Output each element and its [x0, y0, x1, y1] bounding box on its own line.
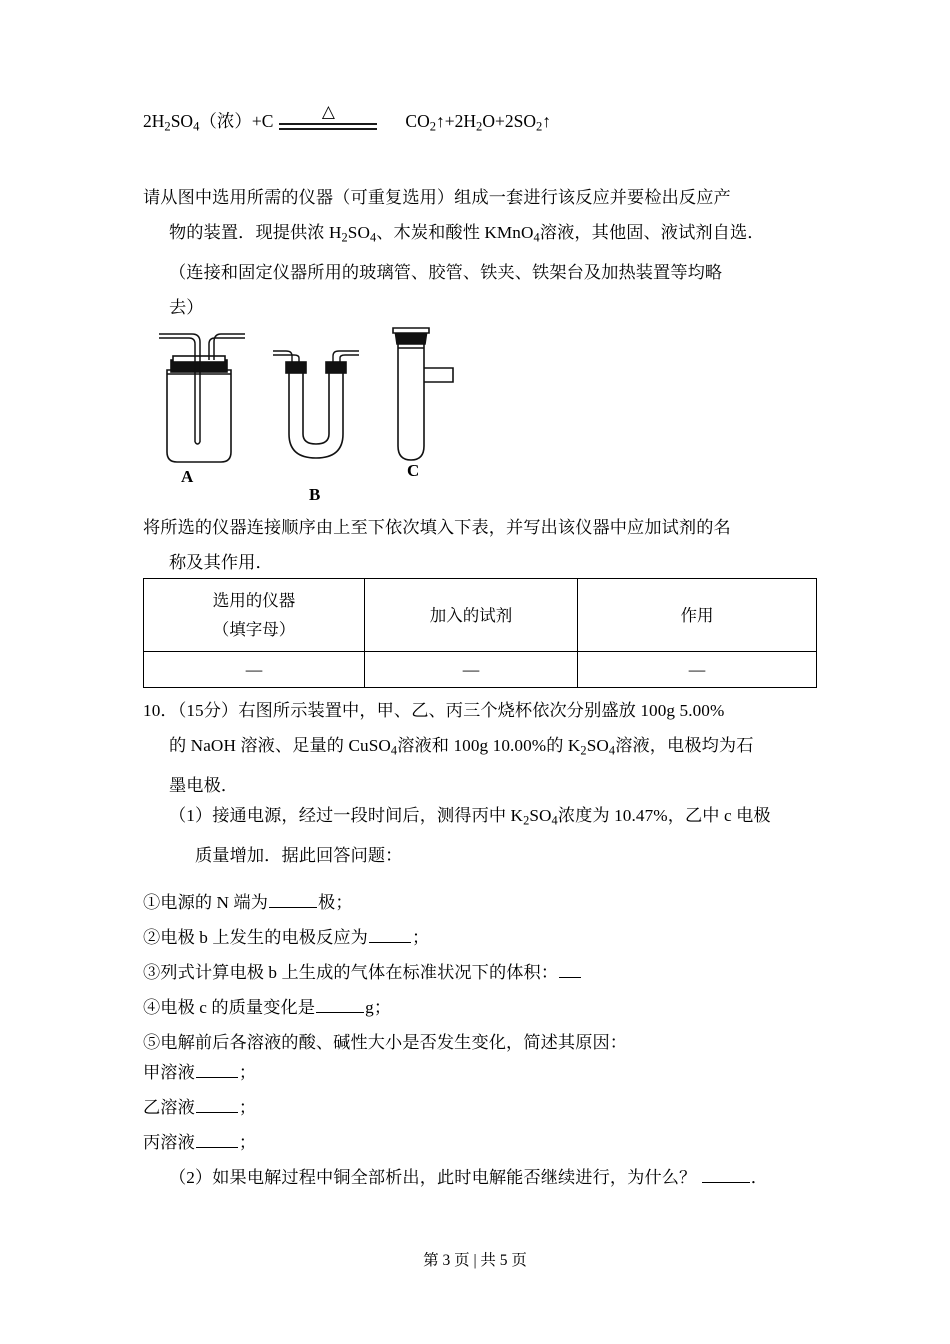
solution-blank-bing[interactable]	[196, 1132, 238, 1148]
subitem-4-suffix: g；	[365, 998, 392, 1017]
solution-line-jia	[143, 1055, 843, 1090]
subitem-4-blank[interactable]	[316, 997, 364, 1013]
subitem-4-marker: ④	[143, 998, 161, 1017]
table-header-function: 作用	[578, 579, 817, 652]
question-10-stem	[143, 693, 843, 803]
subitem-3-blank[interactable]	[559, 962, 581, 978]
solution-label-yi: 乙溶液	[143, 1098, 195, 1117]
solution-suffix-yi: ；	[238, 1098, 257, 1117]
solution-suffix-bing: ；	[238, 1133, 257, 1152]
solution-suffix-jia: ；	[238, 1063, 257, 1082]
figure-a-gas-washing-bottle	[151, 330, 251, 486]
table-cell-apparatus[interactable]: —	[144, 652, 365, 688]
table-header-row	[144, 579, 817, 652]
table-header-apparatus-line1: 选用的仪器	[212, 591, 296, 610]
solution-line-yi	[143, 1090, 843, 1125]
part2-text: （2）如果电解过程中铜全部析出，此时电解能否继续进行，为什么？	[169, 1168, 697, 1187]
subitem-1-blank[interactable]	[269, 892, 317, 908]
figure-c-side-arm-test-tube	[381, 324, 467, 480]
subitem-1-suffix: 极；	[318, 893, 353, 912]
instruction-line-4: 去）	[169, 298, 204, 318]
subitem-2-text: 电极 b 上发生的电极反应为	[160, 928, 368, 947]
equation-reactants: $2H_2SO_4$（浓）+C	[143, 110, 274, 134]
subitem-4-text: 电极 c 的质量变化是	[160, 998, 316, 1017]
solution-blank-jia[interactable]	[196, 1062, 238, 1078]
table-header-reagent: 加入的试剂	[365, 579, 578, 652]
solution-label-jia: 甲溶液	[143, 1063, 195, 1082]
instruction-line-3: （连接和固定仪器所用的玻璃管、胶管、铁夹、铁架台及加热装置等均略	[169, 263, 723, 283]
table-intro-line-1: 将所选的仪器连接顺序由上至下依次填入下表，并写出该仪器中应加试剂的名	[143, 518, 731, 537]
question-10-line-2: 的 NaOH 溶液、足量的 CuSO$_4$溶液和 100g 10.00%的 $K_2SO_4$溶液，电极均为石	[169, 736, 754, 758]
part2-suffix: ．	[750, 1168, 769, 1187]
table-cell-function[interactable]: —	[578, 652, 817, 688]
reaction-arrow-icon	[279, 102, 377, 134]
subitem-3	[143, 955, 843, 990]
gas-washing-bottle-icon	[151, 330, 251, 470]
part2-line	[143, 1160, 843, 1195]
subitem-5-text: 电解前后各溶液的酸、碱性大小是否发生变化，简述其原因：	[160, 1033, 628, 1052]
solution-line-bing	[143, 1125, 843, 1160]
solution-label-bing: 丙溶液	[143, 1133, 195, 1152]
instruction-paragraph	[143, 180, 833, 325]
chemical-equation	[143, 102, 552, 134]
question-10-line-1: 10．（15分）右图所示装置中，甲、乙、丙三个烧杯依次分别盛放 100g 5.00%	[143, 701, 725, 720]
instruction-line-1: 请从图中选用所需的仪器（可重复选用）组成一套进行该反应并要检出反应产	[143, 188, 731, 207]
table-intro-line-2: 称及其作用．	[169, 553, 273, 572]
delta-condition: △	[321, 102, 335, 121]
u-tube-icon	[271, 348, 361, 470]
subitem-2-marker: ②	[143, 928, 161, 947]
figure-c-label: C	[407, 461, 420, 480]
subitem-2	[143, 920, 843, 955]
apparatus-figure-group	[143, 322, 483, 504]
question-10-subitems	[143, 885, 843, 1060]
figure-b-label: B	[309, 485, 321, 504]
instruction-line-2: 物的装置．现提供浓 $H_2SO_4$、木炭和酸性 KMnO$_4$溶液，其他固、液试剂自选．	[169, 223, 765, 245]
side-arm-test-tube-icon	[381, 324, 467, 472]
subitem-1	[143, 885, 843, 920]
part1-line-2: 质量增加．据此回答问题：	[195, 846, 403, 866]
apparatus-answer-table	[143, 578, 817, 688]
table-header-apparatus-line2: （填字母）	[212, 620, 296, 639]
table-row	[144, 652, 817, 688]
subitem-5-marker: ⑤	[143, 1033, 161, 1052]
table-header-apparatus	[144, 579, 365, 652]
subitem-2-suffix: ；	[411, 928, 430, 947]
subitem-4	[143, 990, 843, 1025]
subitem-2-blank[interactable]	[369, 927, 411, 943]
solution-blank-group	[143, 1055, 843, 1160]
question-10-line-3: 墨电极．	[169, 776, 239, 796]
table-cell-reagent[interactable]: —	[365, 652, 578, 688]
question-10-part1	[143, 798, 843, 873]
figure-b-u-tube	[271, 348, 361, 504]
equation-products: $CO_2↑+2H_2O+2SO_2↑$	[405, 110, 552, 134]
table-intro-paragraph	[143, 510, 833, 580]
subitem-1-text: 电源的 N 端为	[160, 893, 269, 912]
solution-blank-yi[interactable]	[196, 1097, 238, 1113]
part1-line-1: （1）接通电源，经过一段时间后，测得丙中 $K_2SO_4$浓度为 10.47%，乙中 c 电极	[169, 806, 771, 828]
subitem-1-marker: ①	[143, 893, 161, 912]
subitem-3-marker: ③	[143, 963, 161, 982]
question-10-part2	[143, 1160, 843, 1195]
part2-blank[interactable]	[702, 1167, 750, 1183]
subitem-3-text: 列式计算电极 b 上生成的气体在标准状况下的体积：	[160, 963, 559, 982]
figure-a-label: A	[181, 467, 194, 486]
page-footer: 第 3 页 | 共 5 页	[423, 1252, 527, 1269]
